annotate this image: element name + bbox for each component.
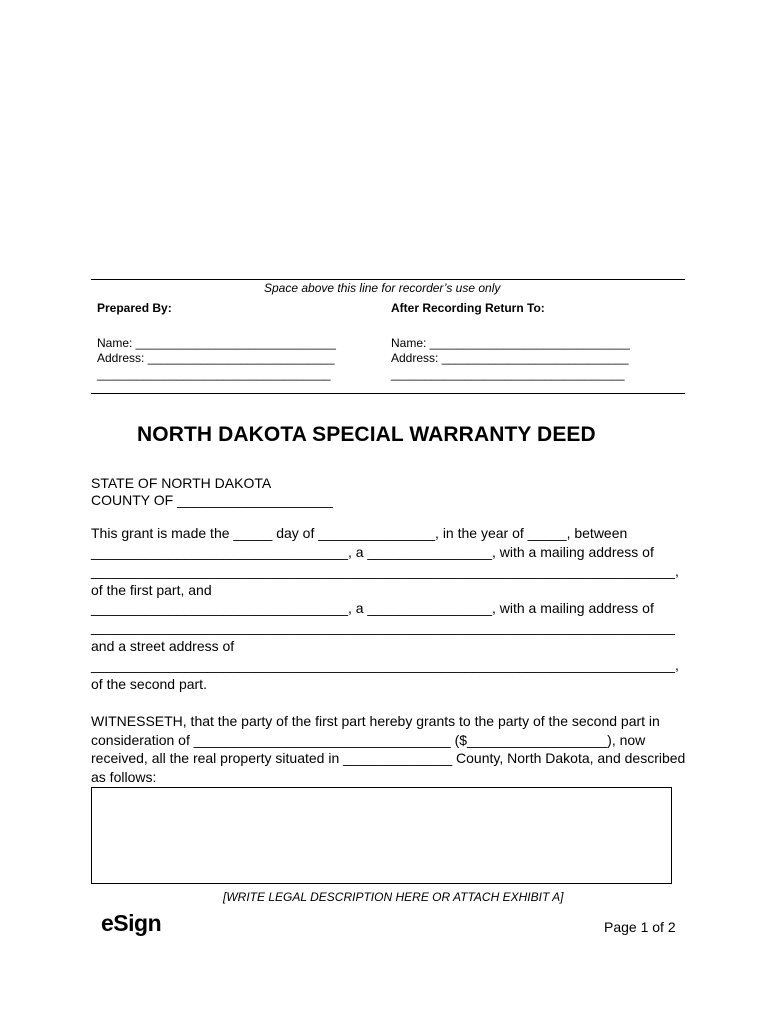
- witnesseth-line-2[interactable]: consideration of _________________________________ ($__________________), now: [91, 732, 646, 748]
- return-to-address-extra-field[interactable]: ___________________________________: [391, 367, 625, 381]
- grant-line-3[interactable]: ___________________________________________________________________________,: [91, 563, 679, 579]
- prepared-by-label: Prepared By:: [97, 301, 172, 315]
- return-to-name-field[interactable]: Name: ______________________________: [391, 336, 630, 350]
- return-to-label: After Recording Return To:: [391, 301, 545, 315]
- state-line: STATE OF NORTH DAKOTA: [91, 475, 272, 491]
- county-line[interactable]: COUNTY OF ____________________: [91, 492, 333, 508]
- grant-line-8[interactable]: ___________________________________________________________________________,: [91, 657, 679, 673]
- prepared-by-name-field[interactable]: Name: ______________________________: [97, 336, 336, 350]
- page-number: Page 1 of 2: [604, 919, 676, 935]
- prepared-by-address-extra-field[interactable]: ___________________________________: [97, 367, 331, 381]
- witnesseth-line-4: as follows:: [91, 769, 157, 785]
- grant-line-2[interactable]: _________________________________, a ________________, with a mailing address of: [91, 544, 654, 560]
- recorder-space-note: Space above this line for recorder’s use only: [264, 281, 501, 295]
- esign-logo: eSign: [101, 910, 162, 936]
- grant-line-7: and a street address of: [91, 638, 235, 654]
- grant-line-9: of the second part.: [91, 676, 207, 692]
- grant-line-6[interactable]: ___________________________________________________________________________: [91, 619, 675, 635]
- grant-line-4: of the first part, and: [91, 582, 212, 598]
- document-title: NORTH DAKOTA SPECIAL WARRANTY DEED: [137, 423, 596, 446]
- grant-line-1[interactable]: This grant is made the _____ day of _______________, in the year of _____, between: [91, 525, 628, 541]
- grant-line-5[interactable]: _________________________________, a ________________, with a mailing address of: [91, 600, 654, 616]
- return-to-address-field[interactable]: Address: ____________________________: [391, 351, 629, 365]
- recorder-bottom-rule: [91, 393, 685, 394]
- witnesseth-line-1: WITNESSETH, that the party of the first part hereby grants to the party of the second part in: [91, 713, 660, 729]
- recorder-top-rule: [91, 279, 685, 280]
- legal-description-caption: [WRITE LEGAL DESCRIPTION HERE OR ATTACH EXHIBIT A]: [223, 890, 564, 904]
- witnesseth-line-3[interactable]: received, all the real property situated in ______________ County, North Dakota, and described: [91, 750, 686, 766]
- prepared-by-address-field[interactable]: Address: ____________________________: [97, 351, 335, 365]
- legal-description-box[interactable]: [91, 787, 672, 884]
